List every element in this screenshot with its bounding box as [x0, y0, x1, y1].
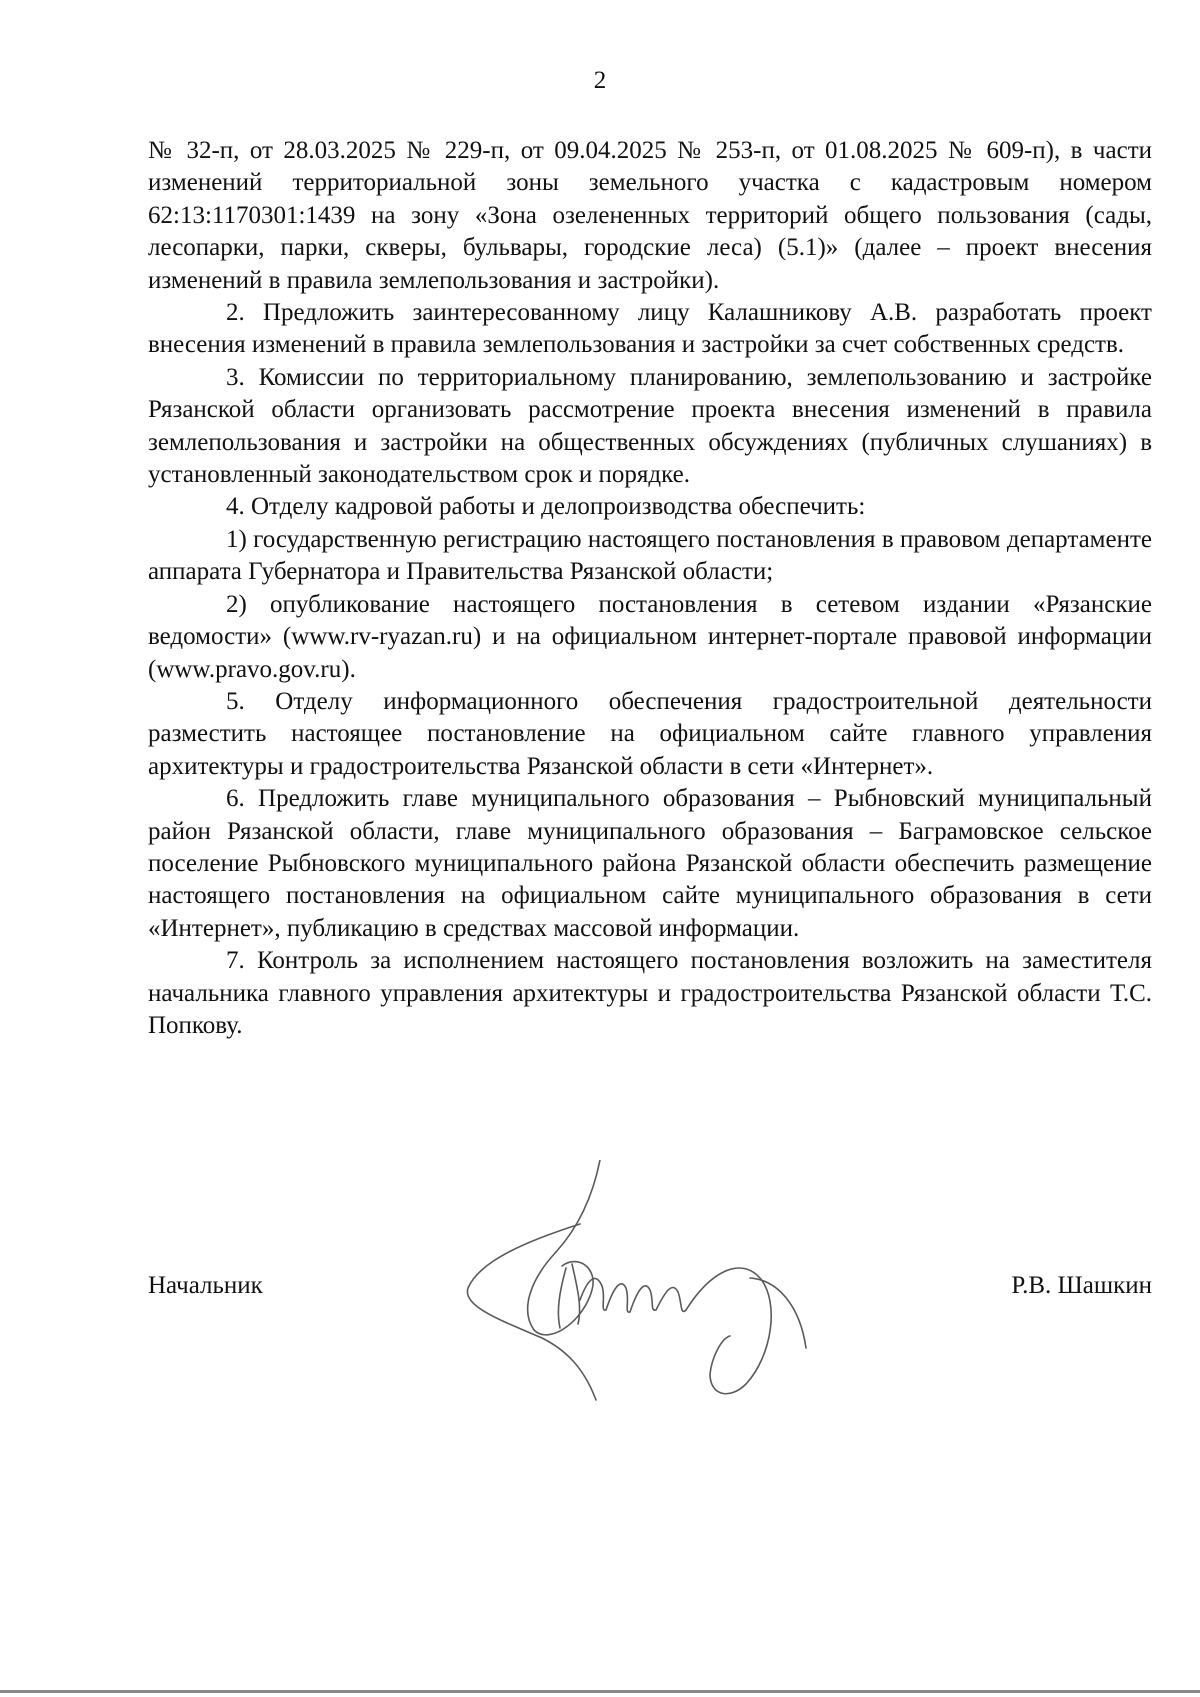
paragraph-item-7: 7. Контроль за исполнением настоящего постановления возложить на заместителя начальника главного управления архитектуры и градостроительства Рязанской области Т.С. Попкову. — [148, 947, 1152, 1039]
paragraph-item-5: 5. Отделу информационного обеспечения градостроительной деятельности разместить настоящее постановление на официальном сайте главного управления архитектуры и градостроительства Рязанской области в сети «Интернет». — [148, 687, 1152, 780]
paragraph-subitem-4-2: 2) опубликование настоящего постановления в сетевом издании «Рязанские ведомости» (www.rv-ryazan.ru) и на официальном интернет-портале правовой информации (www.pravo.gov.ru). — [148, 590, 1152, 683]
signatory-title: Начальник — [148, 1272, 263, 1299]
paragraph-subitem-4-1: 1) государственную регистрацию настоящего постановления в правовом департаменте аппарата Губернатора и Правительства Рязанской области; — [148, 525, 1152, 586]
signature-block — [148, 1270, 1152, 1310]
paragraph-1-continuation: № 32-п, от 28.03.2025 № 229-п, от 09.04.2025 № 253-п, от 01.08.2025 № 609-п), в части изменений территориальной зоны земельного участка с кадастровым номером 62:13:1170301:1439 на зону «Зона озелененных территорий общего пользования (сады, лесопарки, парки, скверы, бульвары, городские леса) (5.1)» (далее – проект внесения изменений в правила землепользования и застройки). — [148, 137, 1152, 294]
bottom-border-line — [0, 1690, 1200, 1693]
document-body — [148, 135, 1152, 1042]
signatory-name: Р.В. Шашкин — [1011, 1272, 1152, 1299]
page-number: 2 — [593, 67, 607, 94]
paragraph-item-3: 3. Комиссии по территориальному планированию, землепользованию и застройке Рязанской области организовать рассмотрение проекта внесения изменений в правила землепользования и застройки на общественных обсуждениях (публичных слушаниях) в установленный законодательством срок и порядке. — [148, 363, 1152, 489]
paragraph-item-6: 6. Предложить главе муниципального образования – Рыбновский муниципальный район Рязанской области, главе муниципального образования – Баграмовское сельское поселение Рыбновского муниципального района Рязанской области обеспечить размещение настоящего постановления на официальном сайте муниципального образования в сети «Интернет», публикацию в средствах массовой информации. — [148, 785, 1152, 942]
paragraph-item-2: 2. Предложить заинтересованному лицу Калашникову А.В. разработать проект внесения изменений в правила землепользования и застройки за счет собственных средств. — [148, 299, 1152, 359]
paragraph-item-4: 4. Отделу кадровой работы и делопроизводства обеспечить: — [226, 493, 866, 521]
